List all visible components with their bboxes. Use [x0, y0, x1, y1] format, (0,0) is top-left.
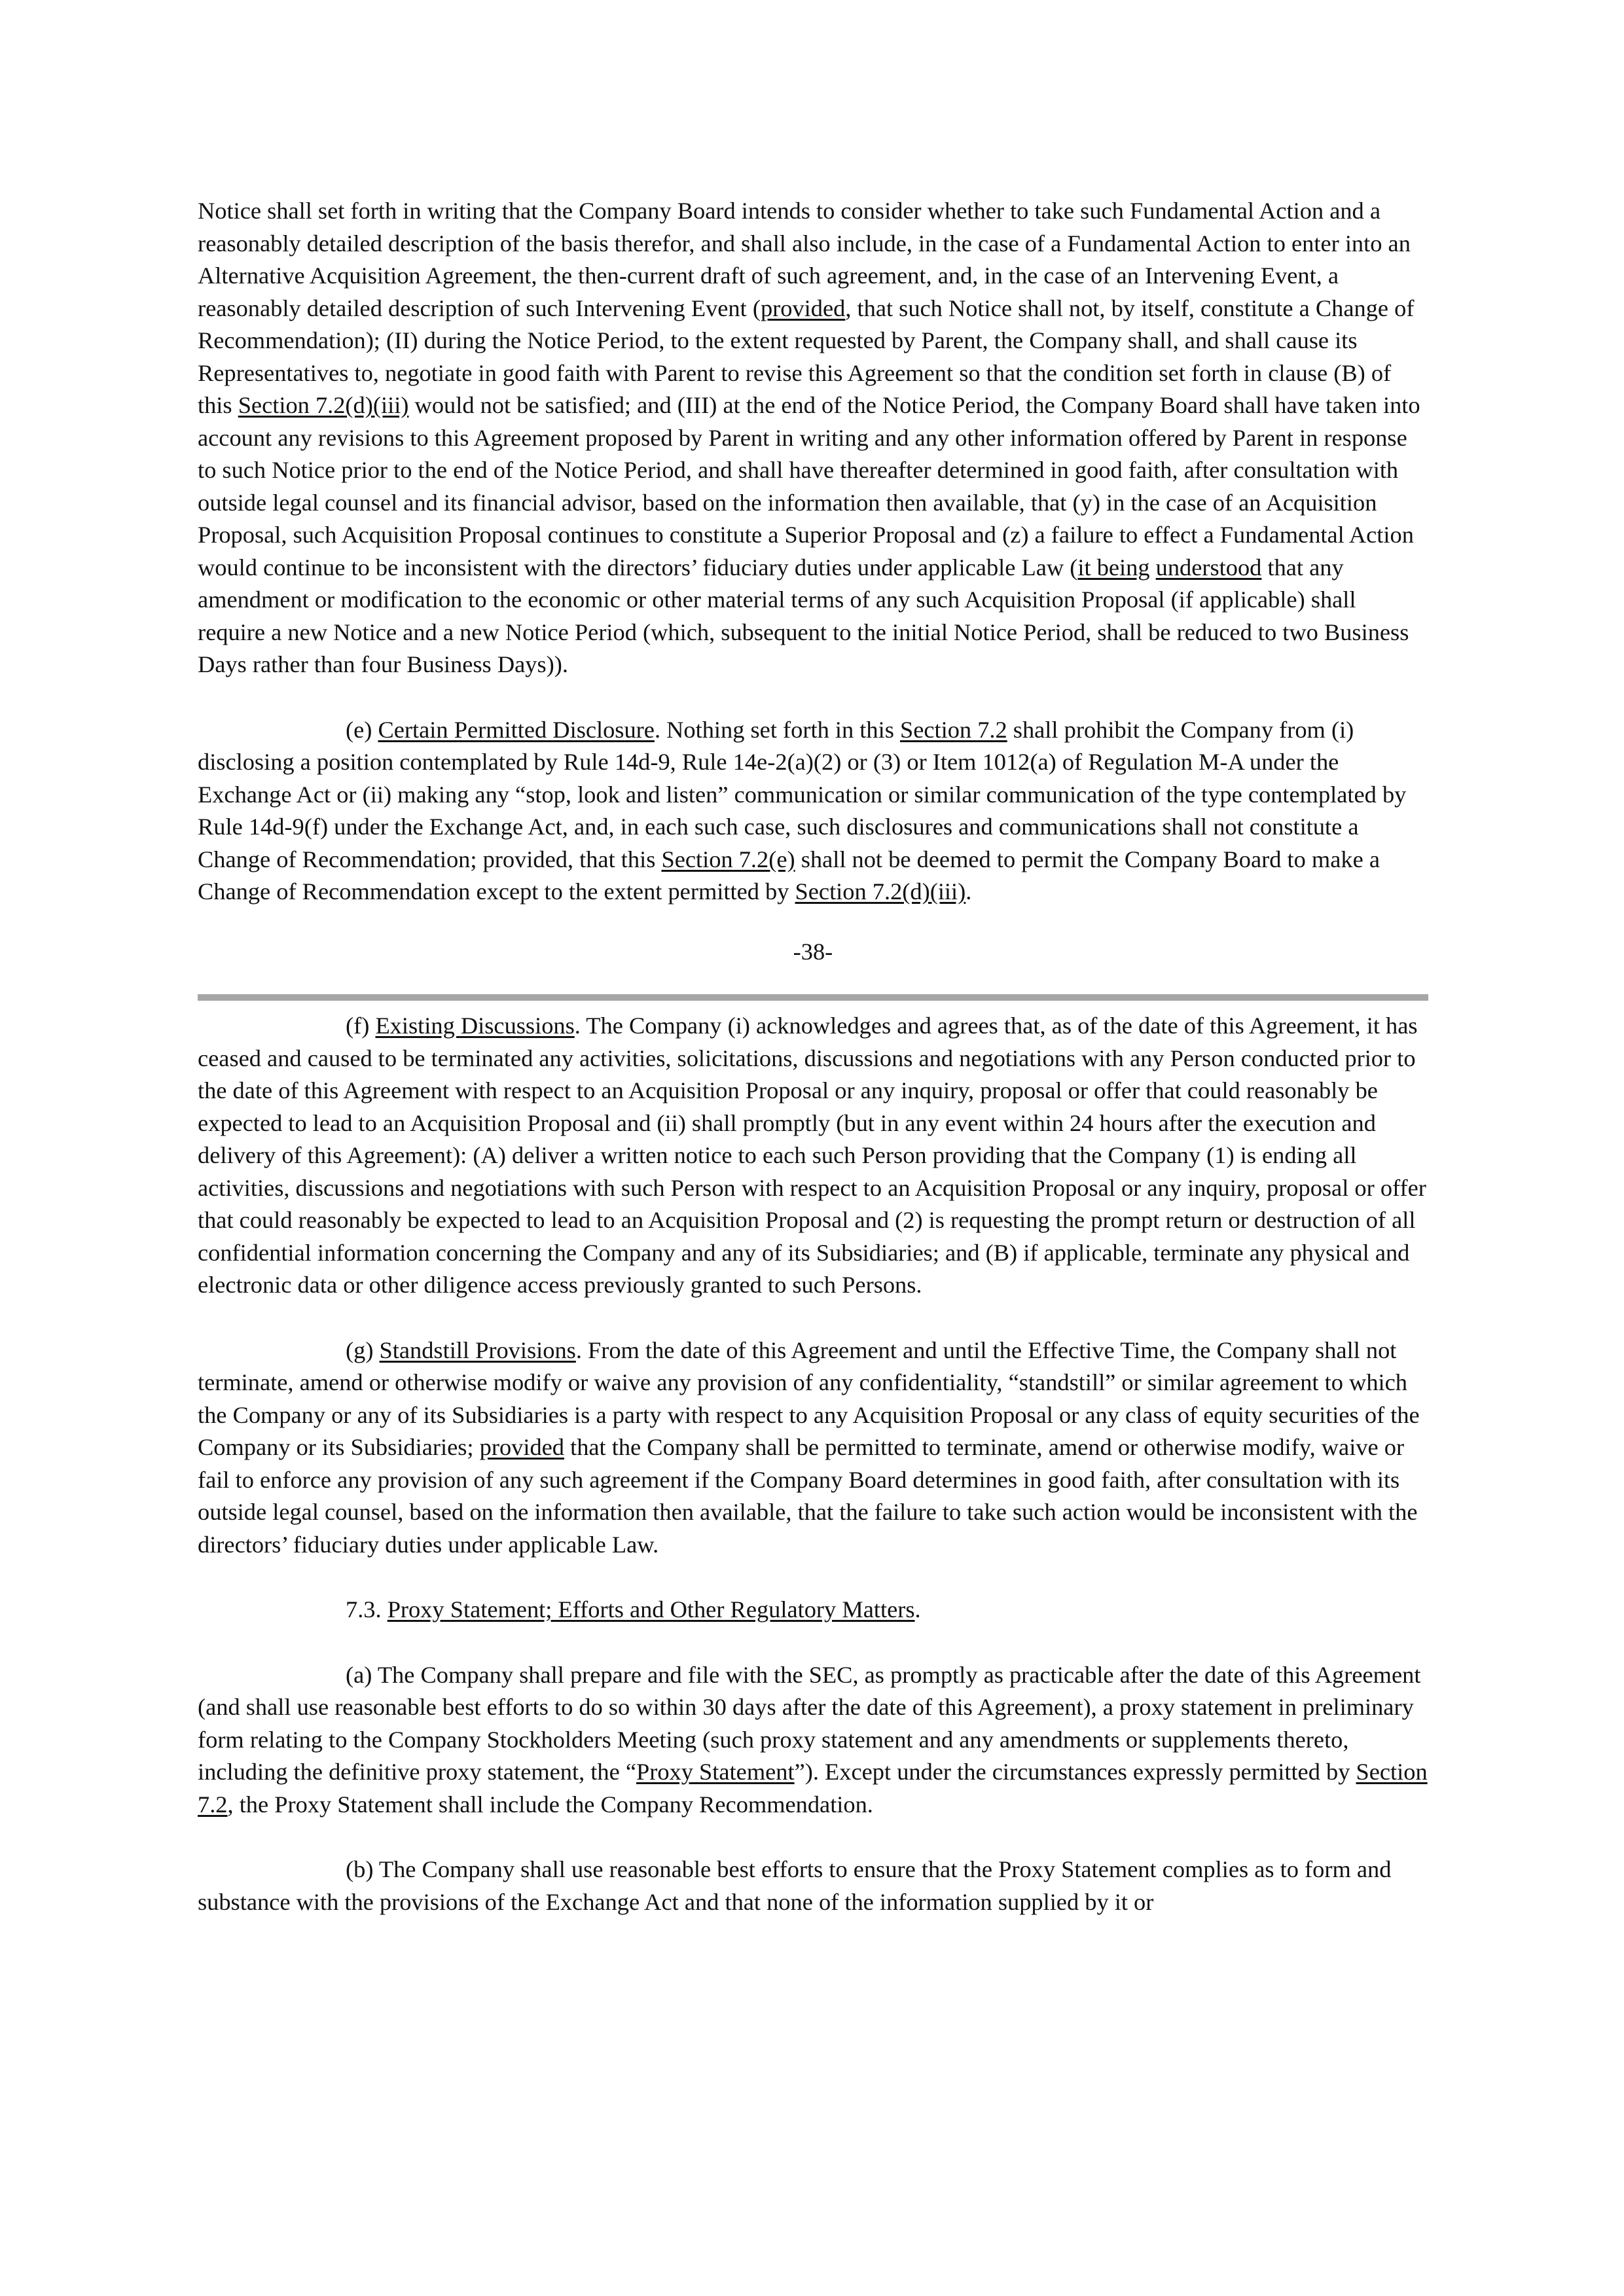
term-it-being: it being: [1077, 554, 1150, 581]
page-break-divider: [198, 994, 1428, 1001]
term-provided: provided: [760, 295, 846, 321]
paragraph-certain-permitted-disclosure: (e) Certain Permitted Disclosure. Nothing set forth in this Section 7.2 shall prohibit the Company from (i) disclosing a position contemplated by Rule 14d-9, Rule 14e-2(a)(2) or (3) or Item 1012(a) of Regulation M-A under the Exchange Act or (ii) making any “stop, look and listen” communication or similar communication of the type contemplated by Rule 14d-9(f) under the Exchange Act, and, in each such case, such disclosures and communications shall not constitute a Change of Recommendation; provided, that this Section 7.2(e) shall not be deemed to permit the Company Board to make a Change of Recommendation except to the extent permitted by Section 7.2(d)(iii).: [198, 716, 1407, 905]
cross-reference-link[interactable]: Section 7.2: [899, 716, 1007, 743]
paragraph-proxy-statement-b: (b) The Company shall use reasonable best efforts to ensure that the Proxy Statement complies as to form and substance with the provisions of the Exchange Act and that none of the information supplied by it or: [198, 1856, 1392, 1915]
cross-reference-link[interactable]: Section 7.2(d)(iii): [238, 392, 409, 418]
section-heading-7-3: 7.3. Proxy Statement; Efforts and Other Regulatory Matters.: [346, 1596, 921, 1623]
document-page: [198, 195, 1428, 1918]
section-heading-standstill-provisions: Standstill Provisions: [379, 1336, 576, 1363]
paragraph-notice-continuation: Notice shall set forth in writing that the Company Board intends to consider whether to take such Fundamental Action and a reasonably detailed description of the basis therefor, and shall also include, in the case of a Fundamental Action to enter into an Alternative Acquisition Agreement, the then-current draft of such agreement, and, in the case of an Intervening Event, a reasonably detailed description of such Intervening Event (provided, that such Notice shall not, by itself, constitute a Change of Recommendation); (II) during the Notice Period, to the extent requested by Parent, the Company shall, and shall cause its Representatives to, negotiate in good faith with Parent to revise this Agreement so that the condition set forth in clause (B) of this Section 7.2(d)(iii) would not be satisfied; and (III) at the end of the Notice Period, the Company Board shall have taken into account any revisions to this Agreement proposed by Parent in writing and any other information offered by Parent in response to such Notice prior to the end of the Notice Period, and shall have thereafter determined in good faith, after consultation with outside legal counsel and its financial advisor, based on the information then available, that (y) in the case of an Acquisition Proposal, such Acquisition Proposal continues to constitute a Superior Proposal and (z) a failure to effect a Fundamental Action would continue to be inconsistent with the directors’ fiduciary duties under applicable Law (it being understood that any amendment or modification to the economic or other material terms of any such Acquisition Proposal (if applicable) shall require a new Notice and a new Notice Period (which, subsequent to the initial Notice Period, shall be reduced to two Business Days rather than four Business Days)).: [198, 198, 1420, 677]
cross-reference-link[interactable]: Section 7.2(d)(iii): [795, 878, 966, 905]
section-heading-certain-permitted-disclosure: Certain Permitted Disclosure: [378, 716, 655, 743]
cross-reference-link[interactable]: Section 7.2: [198, 1759, 1428, 1818]
section-heading-existing-discussions: Existing Discussions: [375, 1013, 575, 1039]
paragraph-standstill-provisions: (g) Standstill Provisions. From the date of this Agreement and until the Effective Time, the Company shall not terminate, amend or otherwise modify or waive any provision of any confidentiality, “standstill” or similar agreement to which the Company or any of its Subsidiaries is a party with respect to any Acquisition Proposal or any class of equity securities of the Company or its Subsidiaries; provided that the Company shall be permitted to terminate, amend or otherwise modify, waive or fail to enforce any provision of any such agreement if the Company Board determines in good faith, after consultation with its outside legal counsel, based on the information then available, that the failure to take such action would be inconsistent with the directors’ fiduciary duties under applicable Law.: [198, 1336, 1420, 1558]
term-provided: provided: [479, 1434, 564, 1460]
paragraph-existing-discussions: (f) Existing Discussions. The Company (i) acknowledges and agrees that, as of the date of this Agreement, it has ceased and caused to be terminated any activities, solicitations, discussions and negotiations with any Person conducted prior to the date of this Agreement with respect to an Acquisition Proposal or any inquiry, proposal or offer that could reasonably be expected to lead to an Acquisition Proposal and (ii) shall promptly (but in any event within 24 hours after the execution and delivery of this Agreement): (A) deliver a written notice to each such Person providing that the Company (1) is ending all activities, discussions and negotiations with such Person with respect to an Acquisition Proposal or any inquiry, proposal or offer that could reasonably be expected to lead to an Acquisition Proposal and (2) is requesting the prompt return or destruction of all confidential information concerning the Company and any of its Subsidiaries; and (B) if applicable, terminate any physical and electronic data or other diligence access previously granted to such Persons.: [198, 1013, 1426, 1298]
cross-reference-link[interactable]: Section 7.2(e): [661, 846, 795, 872]
term-understood: understood: [1155, 554, 1262, 581]
paragraph-proxy-statement-a: (a) The Company shall prepare and file with the SEC, as promptly as practicable after the date of this Agreement (and shall use reasonable best efforts to do so within 30 days after the date of this Agreement), a proxy statement in preliminary form relating to the Company Stockholders Meeting (such proxy statement and any amendments or supplements thereto, including the definitive proxy statement, the “Proxy Statement”). Except under the circumstances expressly permitted by Section 7.2, the Proxy Statement shall include the Company Recommendation.: [198, 1661, 1428, 1818]
section-title-proxy-statement: Proxy Statement; Efforts and Other Regulatory Matters: [387, 1596, 915, 1623]
page-number: -38-: [793, 938, 833, 965]
defined-term-proxy-statement: Proxy Statement: [636, 1759, 795, 1785]
